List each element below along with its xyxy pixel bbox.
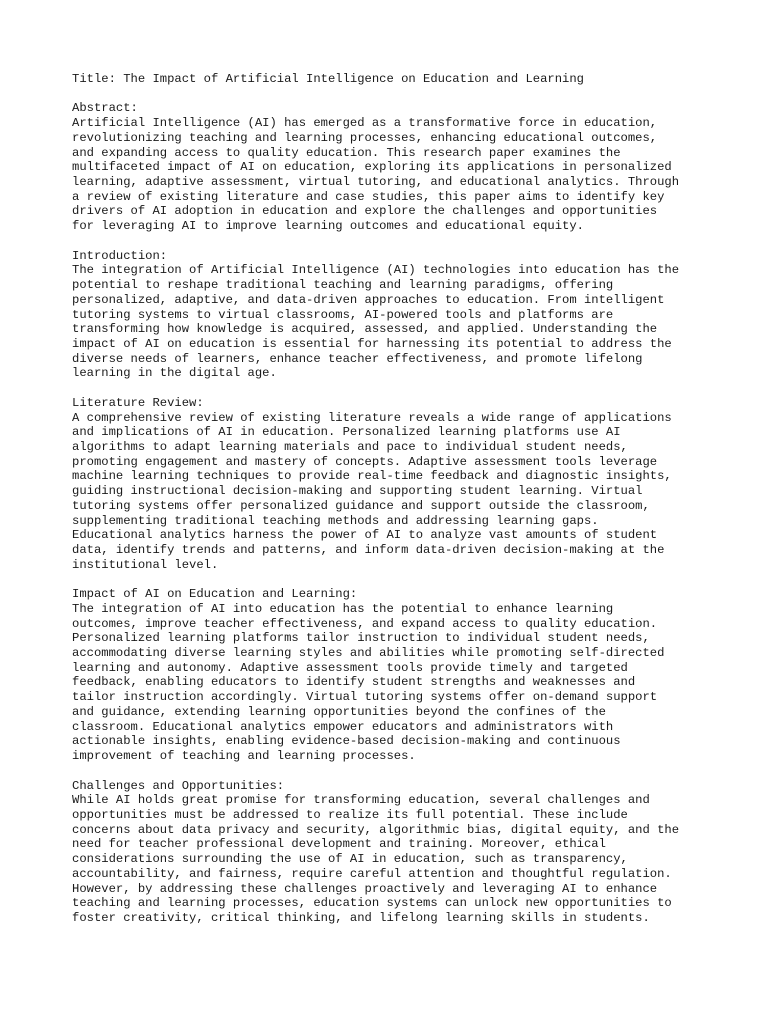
paragraph-spacer: [72, 234, 712, 249]
body-text-line: and guidance, extending learning opportunities beyond the confines of the: [72, 704, 606, 719]
paragraph-spacer: [72, 87, 712, 102]
body-text-line: learning and autonomy. Adaptive assessment tools provide timely and targeted: [72, 660, 628, 675]
body-text-line: for leveraging AI to improve learning outcomes and educational equity.: [72, 219, 584, 234]
body-text-line: and expanding access to quality education. This research paper examines the: [72, 145, 621, 160]
body-text-line: actionable insights, enabling evidence-based decision-making and continuous: [72, 734, 621, 749]
body-text-line: outcomes, improve teacher effectiveness, and expand access to quality education.: [72, 616, 658, 631]
body-text-line: concerns about data privacy and security, algorithmic bias, digital equity, and the: [72, 822, 680, 837]
section-heading: Literature Review:: [72, 395, 204, 410]
body-text-line: feedback, enabling educators to identify student strengths and weaknesses and: [72, 675, 636, 690]
body-text-line: impact of AI on education is essential for harnessing its potential to address the: [72, 336, 672, 351]
body-text-line: algorithms to adapt learning materials and pace to individual student needs,: [72, 439, 628, 454]
section-heading: Impact of AI on Education and Learning:: [72, 587, 358, 602]
body-text-line: accommodating diverse learning styles and abilities while promoting self-directed: [72, 646, 665, 661]
body-text-line: considerations surrounding the use of AI in education, such as transparency,: [72, 852, 628, 867]
body-text-line: multifaceted impact of AI on education, exploring its applications in personalized: [72, 160, 672, 175]
body-text-line: While AI holds great promise for transforming education, several challenges and: [72, 793, 650, 808]
body-text-line: accountability, and fairness, require careful attention and thoughtful regulation.: [72, 866, 672, 881]
body-text-line: institutional level.: [72, 557, 219, 572]
section-heading: Abstract:: [72, 101, 138, 116]
body-text-line: The integration of Artificial Intelligence (AI) technologies into education has the: [72, 263, 680, 278]
body-text-line: improvement of teaching and learning processes.: [72, 749, 416, 764]
body-text-line: learning in the digital age.: [72, 366, 277, 381]
body-text-line: The integration of AI into education has the potential to enhance learning: [72, 601, 614, 616]
document-body: [72, 72, 712, 926]
document-section: [72, 396, 712, 587]
body-text-line: revolutionizing teaching and learning processes, enhancing educational outcomes,: [72, 130, 658, 145]
body-text-line: However, by addressing these challenges proactively and leveraging AI to enhance: [72, 881, 658, 896]
section-heading: Challenges and Opportunities:: [72, 778, 285, 793]
body-text-line: guiding instructional decision-making and supporting student learning. Virtual: [72, 484, 643, 499]
body-text-line: transforming how knowledge is acquired, assessed, and applied. Understanding the: [72, 322, 658, 337]
document-section: [72, 587, 712, 778]
body-text-line: data, identify trends and patterns, and inform data-driven decision-making at the: [72, 543, 665, 557]
paragraph-spacer: [72, 764, 712, 779]
document-section: [72, 101, 712, 248]
body-text-line: drivers of AI adoption in education and explore the challenges and opportunities: [72, 204, 658, 219]
body-text-line: personalized, adaptive, and data-driven approaches to education. From intelligent: [72, 292, 665, 307]
body-text-line: tutoring systems offer personalized guidance and support outside the classroom,: [72, 498, 650, 513]
body-text-line: promoting engagement and mastery of concepts. Adaptive assessment tools leverage: [72, 454, 658, 469]
body-text-line: opportunities must be addressed to realize its full potential. These include: [72, 807, 628, 822]
body-text-line: classroom. Educational analytics empower educators and administrators with: [72, 719, 614, 734]
body-text-line: teaching and learning processes, education systems can unlock new opportunities to: [72, 896, 672, 911]
body-text-line: supplementing traditional teaching methods and addressing learning gaps.: [72, 513, 599, 528]
body-text-line: Personalized learning platforms tailor instruction to individual student needs,: [72, 631, 650, 646]
body-text-line: tailor instruction accordingly. Virtual tutoring systems offer on-demand support: [72, 690, 658, 705]
document-sections: [72, 101, 712, 925]
section-heading: Introduction:: [72, 248, 168, 263]
document-title: Title: The Impact of Artificial Intelligence on Education and Learning: [72, 72, 584, 86]
body-text-line: learning, adaptive assessment, virtual tutoring, and educational analytics. Through: [72, 175, 680, 190]
body-text-line: diverse needs of learners, enhance teacher effectiveness, and promote lifelong: [72, 351, 643, 366]
body-text-line: a review of existing literature and case studies, this paper aims to identify key: [72, 189, 665, 204]
body-text-line: and implications of AI in education. Personalized learning platforms use AI: [72, 425, 621, 440]
body-text-line: foster creativity, critical thinking, and lifelong learning skills in students.: [72, 910, 650, 925]
document-section: [72, 249, 712, 396]
paragraph-spacer: [72, 381, 712, 396]
body-text-line: tutoring systems to virtual classrooms, AI-powered tools and platforms are: [72, 307, 614, 322]
paragraph-spacer: [72, 572, 712, 587]
body-text-line: potential to reshape traditional teaching and learning paradigms, offering: [72, 278, 614, 293]
body-text-line: A comprehensive review of existing literature reveals a wide range of applications: [72, 410, 672, 425]
body-text-line: Artificial Intelligence (AI) has emerged as a transformative force in education,: [72, 116, 658, 131]
body-text-line: Educational analytics harness the power of AI to analyze vast amounts of student: [72, 528, 658, 543]
body-text-line: need for teacher professional development and training. Moreover, ethical: [72, 837, 606, 852]
document-section: [72, 779, 712, 926]
body-text-line: machine learning techniques to provide real-time feedback and diagnostic insights,: [72, 469, 672, 484]
